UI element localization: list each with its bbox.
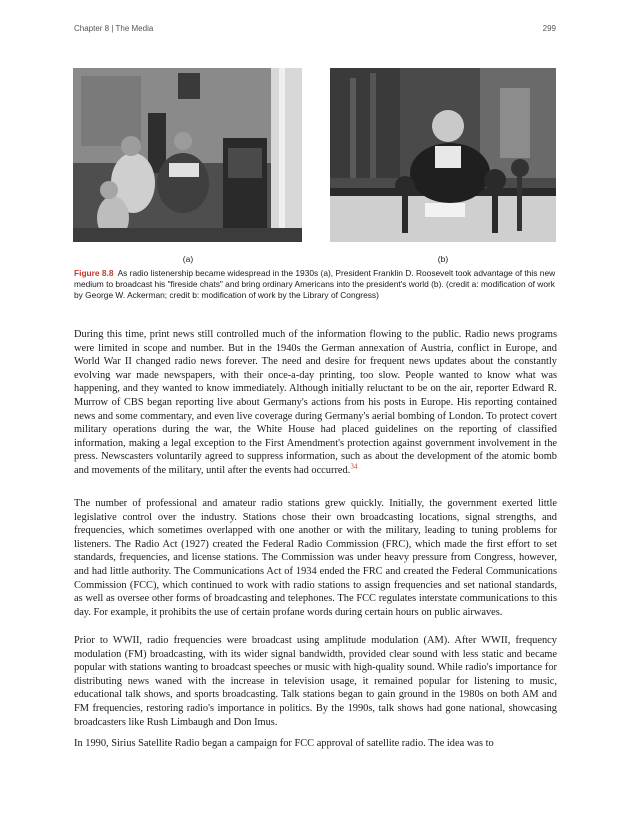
figure-caption <box>74 268 556 301</box>
figure-label: Figure 8.8 <box>74 268 114 278</box>
paragraph-1-text: During this time, print news still controlled much of the information flowing to the public. Radio news programs were limited in scope and number. But in the 1940s the German annexation of Austria, conflict in Europe, and World War II changed radio news forever. The need and desire for frequent news updates about the constantly evolving war made newspapers, with their once-a-day printing, too slow. People wanted to know what was happening, and they wanted to know immediately. Although initially reluctant to be on the air, reporter Edward R. Murrow of CBS began reporting live about Germany's actions from his posts in Europe. His reporting contained news and some commentary, and even live coverage during Germany's aerial bombing of London. To protect covert military operations during the war, the White House had placed guidelines on the reporting of classified information, making a legal exception to the First Amendment's protection against government involvement in the press. Newscasters voluntarily agreed to suppress information, such as about the development of the atomic bomb and movements of the military, until after the events had occurred. <box>74 329 557 476</box>
photo-label-b: (b) <box>437 254 449 264</box>
photo-label-a: (a) <box>182 254 194 264</box>
family-radio-photo <box>73 68 302 242</box>
roosevelt-fireside-chat-photo <box>330 68 556 242</box>
page-number: 299 <box>542 24 556 33</box>
caption-text: As radio listenership became widespread in the 1930s (a), President Franklin D. Roosevelt took advantage of this new medium to broadcast his "fireside chats" and bring ordinary Americans into the president's world (b). (credit a: modification of work by George W. Ackerman; credit b: modification of work by the Library of Congress) <box>74 268 556 300</box>
paragraph-4: In 1990, Sirius Satellite Radio began a campaign for FCC approval of satellite radio. The idea was to <box>74 738 494 749</box>
running-header <box>74 24 556 36</box>
footnote-reference[interactable]: 34 <box>350 462 358 471</box>
paragraph-1 <box>74 328 557 478</box>
chapter-title: Chapter 8 | The Media <box>74 24 154 33</box>
paragraph-2: The number of professional and amateur radio stations grew quickly. Initially, the government exerted little legislative control over the industry. Stations chose their own broadcasting locations, signal strengths, and frequencies, which sometimes overlapped with one another or with the military, leading to tuning problems for listeners. The Radio Act (1927) created the Federal Radio Commission (FRC), which made the first effort to set standards, frequencies, and license stations. The Commission was under heavy pressure from Congress, however, and had little authority. The Communications Act of 1934 ended the FRC and created the Federal Communications Commission (FCC), which continued to work with radio stations to assign frequencies and set national standards, as well as oversee other forms of broadcasting and telephones. The FCC regulates interstate communications to this day. For example, it prohibits the use of certain profane words during certain hours on public airwaves. <box>74 498 557 618</box>
paragraph-3: Prior to WWII, radio frequencies were broadcast using amplitude modulation (AM). After WWII, frequency modulation (FM) broadcasting, with its wider signal bandwidth, provided clear sound with less static and became popular with stations wanting to broadcast speeches or music with high-quality sound. While radio's importance for distributing news waned with the increase in television usage, it remained popular for listening to music, educational talk shows, and sports broadcasting. Talk stations began to gain ground in the 1980s on both AM and FM frequencies, restoring radio's importance in politics. By the 1990s, talk shows had gone national, showcasing broadcasters like Rush Limbaugh and Don Imus. <box>74 635 557 728</box>
